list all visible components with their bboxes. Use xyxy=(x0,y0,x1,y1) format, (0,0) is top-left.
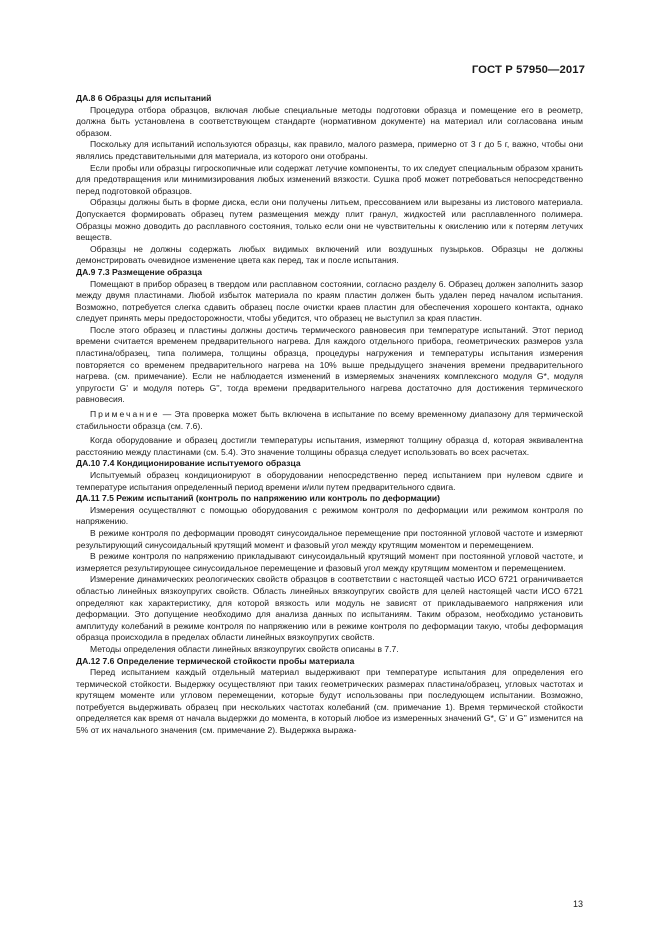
body-paragraph: Когда оборудование и образец достигли температуры испытания, измеряют толщину образца d, которая эквивалентна расстоянию между пластинами (см. 5.4). Это значение толщины образца следует использовать во всех расчетах. xyxy=(76,435,583,457)
body-paragraph: В режиме контроля по деформации проводят синусоидальное перемещение при постоянной угловой частоте и измеряют результирующий синусоидальный крутящий момент и фазовый угол между крутящим моментом и перемещением. xyxy=(76,527,583,550)
document-body xyxy=(76,93,583,737)
body-paragraph: В режиме контроля по напряжению прикладывают синусоидальный крутящий момент при постоянной угловой частоте, и измеряется результирующее синусоидальное перемещение и фазовый угол между крутящим моментом и перемещением. xyxy=(76,551,583,573)
section-heading: ДА.10 7.4 Кондиционирование испытуемого образца xyxy=(76,458,301,469)
body-paragraph: Если пробы или образцы гигроскопичные или содержат летучие компоненты, то их следует специальным образом хранить для предотвращения или минимизирования любых изменений вязкости. Сушка проб может потребоваться непосредственно перед подготовкой образцов. xyxy=(76,162,583,196)
note-paragraph xyxy=(76,409,583,432)
section-heading: ДА.11 7.5 Режим испытаний (контроль по напряжению или контроль по деформации) xyxy=(76,493,441,504)
body-paragraph: Методы определения области линейных вязкоупругих свойств описаны в 7.7. xyxy=(90,643,399,654)
section-heading: ДА.12 7.6 Определение термической стойкости пробы материала xyxy=(76,655,355,666)
section-heading: ДА.8 6 Образцы для испытаний xyxy=(76,93,212,103)
body-paragraph: Испытуемый образец кондиционируют в оборудовании непосредственно перед испытанием при нулевом сдвиге и температуре испытания определенный период времени и/или путем предварительного сдвига. xyxy=(76,470,583,492)
body-paragraph: Измерения осуществляют с помощью оборудования с режимом контроля по деформации или режимом контроля по напряжению. xyxy=(76,504,583,527)
body-paragraph: Помещают в прибор образец в твердом или расплавном состоянии, согласно разделу 6. Образец должен заполнить зазор между двумя пластинами. Любой избыток материала по краям пластин должен быть удален перед началом испытания. Возможно, потребуется слегка сдавить образец после очистки краев пластин для обеспечения хорошего контакта, однако следует принять меры предосторожности, чтобы убедится, что образец не выступил за края пластин. xyxy=(76,278,583,324)
body-paragraph: Перед испытанием каждый отдельный материал выдерживают при температуре испытания для определения его термической стойкости. Выдержку осуществляют при таких геометрических размерах пластина/образец, угловых частотах и крутящем моменте или угловом перемещении, которые будут использованы при последующем испытании. Возможно, потребуется выдерживать образец при нескольких частотах колебаний (см. примечание 1). Время термической стойкости определяется как время от начала выдержки до момента, в который любое из измеренных значений G*, G' и G'' изменится на 5% от их начального значения (см. примечание 2). Выдержка выража- xyxy=(76,667,583,736)
body-paragraph: Процедура отбора образцов, включая любые специальные методы подготовки образца и помещение его в реометр, должна быть установлена в соответствующем стандарте (нормативном документе) на материал или согласована иным образом. xyxy=(76,104,583,138)
note-text: — Эта проверка может быть включена в испытание по всему временному диапазону для термической стабильности образца (см. 7.6). xyxy=(76,409,583,431)
body-paragraph: Поскольку для испытаний используются образцы, как правило, малого размера, примерно от 3 г до 5 г, важно, чтобы они являлись представительными для материала, из которого они отобраны. xyxy=(76,139,583,161)
section-heading: ДА.9 7.3 Размещение образца xyxy=(76,266,203,277)
document-code: ГОСТ Р 57950—2017 xyxy=(471,64,585,76)
body-paragraph: Образцы должны быть в форме диска, если они получены литьем, прессованием или вырезаны из листового материала. Допускается формировать образец путем размещения между плит гранул, жидкостей или расплавленного полимера. Образцы можно доводить до расплавного состояния, только если они не чувствительны к окислению или к потерям летучих веществ. xyxy=(76,197,583,243)
body-paragraph: Образцы не должны содержать любых видимых включений или воздушных пузырьков. Образцы не должны демонстрировать очевидное изменение цвета как перед, так и после испытания. xyxy=(76,243,583,266)
body-paragraph: Измерение динамических реологических свойств образцов в соответствии с настоящей частью ИСО 6721 ограничивается областью линейных вязкоупругих свойств. Область линейных вязкоупругих свойств для целей настоящей части ИСО 6721 определяют как характеристику, для которой вязкость или модуль не зависят от прикладываемого напряжения или деформации. Это допущение необходимо для анализа данных по испытаниям. Таким образом, необходимо установить амплитуду колебаний в режиме контроля по напряжению или в режиме контроля по деформации такую, чтобы деформация образца происходила в пределах области линейных вязкоупругих свойств. xyxy=(76,574,583,643)
note-label: Примечание xyxy=(90,409,160,420)
body-paragraph: После этого образец и пластины должны достичь термического равновесия при температуре испытаний. Этот период времени считается временем предварительного нагрева. Для каждого отдельного прибора, геометрических размеров узла пластина/образец, типа полимера, толщины образца, процедуры нагружения и температуры испытания измерения повторяется со временем предварительного нагрева на 10% выше предыдущего значения времени предварительного нагрева. (см. примечание). Если не наблюдается изменений в измеряемых значениях комплексного модуля G*, модуля упругости G' и модуля потерь G'', тогда времени предварительного нагрева достаточно для достижения термического равновесия. xyxy=(76,324,583,405)
page-number: 13 xyxy=(572,899,583,909)
